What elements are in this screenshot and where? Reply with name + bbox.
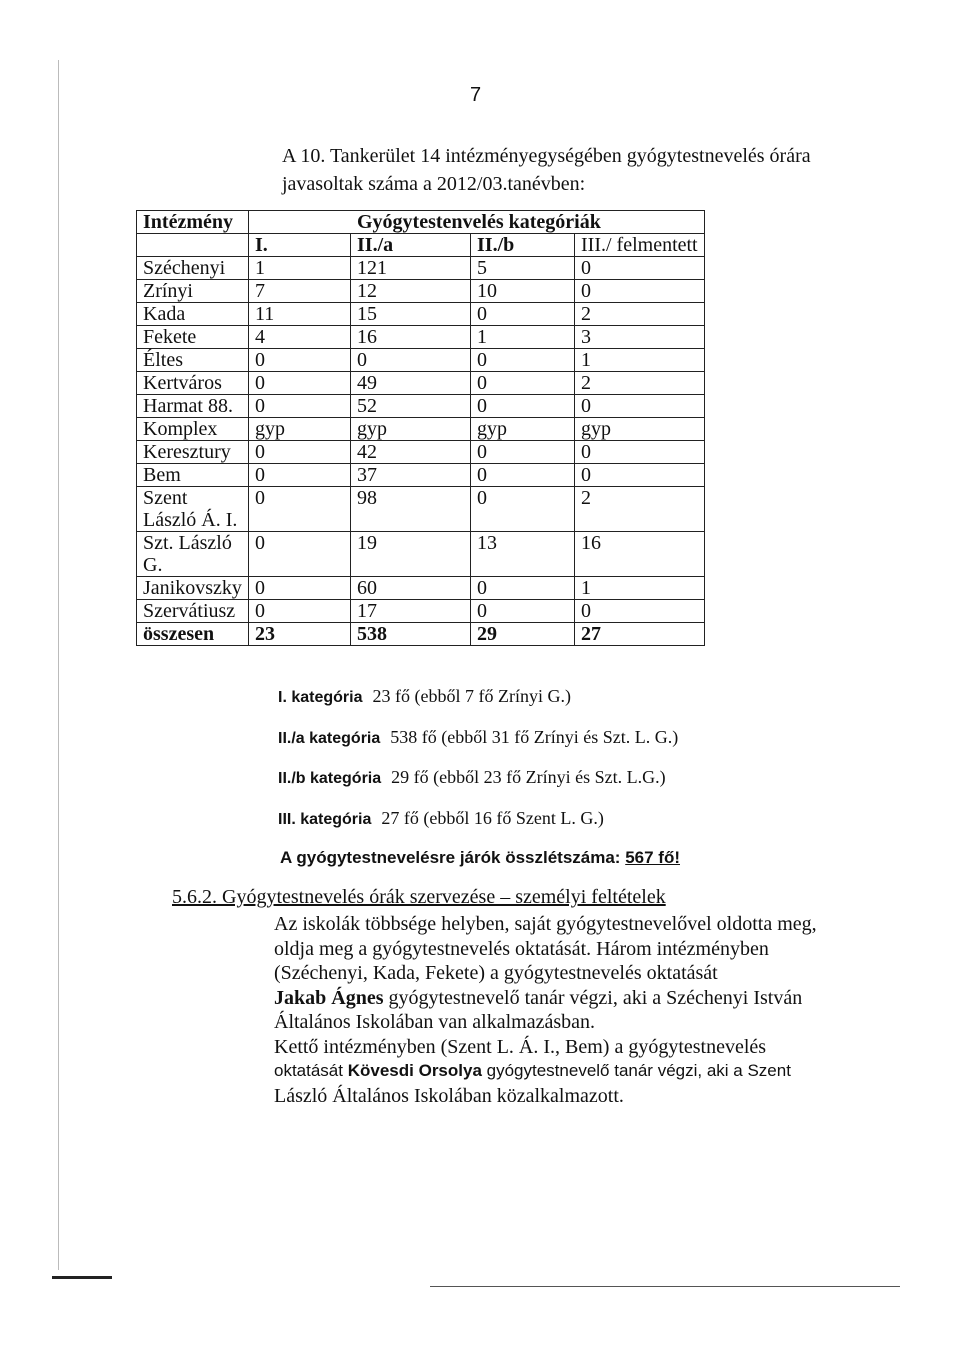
- heading-line-1: A 10. Tankerület 14 intézményegységében gyógytestnevelés órára: [282, 145, 811, 167]
- body-line-rest: gyógytestnevelő tanár végzi, aki a Széchenyi István: [388, 986, 803, 1009]
- cell: 0: [351, 349, 471, 372]
- section-title: 5.6.2. Gyógytestnevelés órák szervezése – személyi feltételek: [172, 886, 666, 908]
- summary-line: [278, 767, 666, 788]
- table-row: [137, 395, 705, 418]
- total-cell: 27: [575, 623, 705, 646]
- scan-edge-line: [52, 1276, 112, 1279]
- cell: 16: [351, 326, 471, 349]
- row-name: Harmat 88.: [137, 395, 249, 418]
- cell: 98: [351, 487, 471, 532]
- table-row: [137, 441, 705, 464]
- cell: 17: [351, 600, 471, 623]
- summary-text: 27 fő (ebből 16 fő Szent L. G.): [381, 808, 604, 828]
- cell: gyp: [351, 418, 471, 441]
- cell: 0: [575, 600, 705, 623]
- person-name: Kövesdi Orsolya: [347, 1061, 482, 1080]
- total-line-value: 567 fő!: [625, 848, 680, 867]
- cell: 0: [575, 464, 705, 487]
- row-name: Bem: [137, 464, 249, 487]
- cell: 0: [249, 532, 351, 577]
- table-row: [137, 487, 705, 532]
- cell: gyp: [249, 418, 351, 441]
- header-cat-1: I.: [249, 234, 351, 257]
- cell: 10: [471, 280, 575, 303]
- row-name: [137, 487, 249, 532]
- cell: 0: [471, 395, 575, 418]
- cell: 49: [351, 372, 471, 395]
- row-name: Komplex: [137, 418, 249, 441]
- summary-line: [278, 727, 678, 748]
- summary-text: 538 fő (ebből 31 fő Zrínyi és Szt. L. G.): [390, 727, 679, 747]
- table-row: [137, 280, 705, 303]
- scan-edge-line: [430, 1286, 900, 1287]
- cell: gyp: [471, 418, 575, 441]
- header-empty: [137, 234, 249, 257]
- row-name: Kada: [137, 303, 249, 326]
- total-line-text: A gyógytestnevelésre járók összlétszáma:: [280, 848, 621, 867]
- table-row: [137, 464, 705, 487]
- summary-label: I. kategória: [278, 689, 363, 706]
- summary-line: [278, 808, 604, 829]
- cell: 0: [249, 395, 351, 418]
- categories-table: [136, 210, 705, 646]
- cell: 4: [249, 326, 351, 349]
- header-group: Gyógytestenvelés kategóriák: [249, 211, 705, 234]
- cell: 0: [249, 372, 351, 395]
- cell: 2: [575, 487, 705, 532]
- cell: 5: [471, 257, 575, 280]
- summary-line: [278, 686, 571, 707]
- body-line: [274, 1059, 814, 1084]
- body-line: Az iskolák többsége helyben, saját gyógytestnevelővel oldotta meg,: [274, 913, 817, 935]
- table-row: [137, 372, 705, 395]
- cell: 7: [249, 280, 351, 303]
- row-name: Zrínyi: [137, 280, 249, 303]
- total-cell: 23: [249, 623, 351, 646]
- summary-label: III. kategória: [278, 811, 372, 828]
- cell: 19: [351, 532, 471, 577]
- row-name: Fekete: [137, 326, 249, 349]
- table-row: [137, 257, 705, 280]
- summary-label: II./a kategória: [278, 730, 381, 747]
- row-name-line-2: László Á. I.: [143, 509, 238, 531]
- cell: 3: [575, 326, 705, 349]
- cell: 11: [249, 303, 351, 326]
- cell: 13: [471, 532, 575, 577]
- table-row: [137, 349, 705, 372]
- table-row: [137, 577, 705, 600]
- summary-label: II./b kategória: [278, 770, 382, 787]
- cell: 0: [471, 303, 575, 326]
- cell: 0: [575, 395, 705, 418]
- header-institution: Intézmény: [137, 211, 249, 234]
- cell: 0: [471, 441, 575, 464]
- row-name-line-1: Szt. László: [143, 532, 232, 554]
- cell: 0: [575, 257, 705, 280]
- body-line: László Általános Iskolában közalkalmazott.: [274, 1084, 624, 1107]
- person-name: Jakab Ágnes: [274, 986, 384, 1009]
- heading-line-2: javasoltak száma a 2012/03.tanévben:: [282, 173, 586, 195]
- row-name: Kertváros: [137, 372, 249, 395]
- body-line: Általános Iskolában van alkalmazásban.: [274, 1011, 595, 1033]
- cell: 15: [351, 303, 471, 326]
- row-name: Keresztury: [137, 441, 249, 464]
- total-cell: 538: [351, 623, 471, 646]
- cell: 12: [351, 280, 471, 303]
- cell: 0: [249, 441, 351, 464]
- cell: 0: [249, 600, 351, 623]
- cell: 0: [575, 441, 705, 464]
- cell: 2: [575, 372, 705, 395]
- body-line: oldja meg a gyógytestnevelés oktatását. Három intézményben: [274, 937, 769, 960]
- cell: 60: [351, 577, 471, 600]
- body-line: (Széchenyi, Kada, Fekete) a gyógytestnevelés oktatását: [274, 962, 718, 984]
- summary-text: 23 fő (ebből 7 fő Zrínyi G.): [372, 686, 571, 706]
- table-row: [137, 418, 705, 441]
- cell: 0: [471, 464, 575, 487]
- cell: 0: [249, 487, 351, 532]
- header-cat-2b: II./b: [471, 234, 575, 257]
- cell: 2: [575, 303, 705, 326]
- total-cell: 29: [471, 623, 575, 646]
- body-line-rest: gyógytestnevelő tanár végzi, aki a Szent: [486, 1061, 791, 1080]
- body-line: Kettő intézményben (Szent L. Á. I., Bem) a gyógytestnevelés: [274, 1035, 767, 1058]
- header-cat-3: III./ felmentett: [575, 234, 705, 257]
- table-header-row: [137, 211, 705, 234]
- row-name-line-1: Szent: [143, 487, 188, 509]
- row-name: Szervátiusz: [137, 600, 249, 623]
- cell: gyp: [575, 418, 705, 441]
- cell: 42: [351, 441, 471, 464]
- cell: 52: [351, 395, 471, 418]
- row-name: Janikovszky: [137, 577, 249, 600]
- table-row: [137, 326, 705, 349]
- table-heading: [282, 142, 822, 198]
- row-name: Éltes: [137, 349, 249, 372]
- table-row: [137, 532, 705, 577]
- total-line: [280, 848, 680, 868]
- cell: 0: [249, 349, 351, 372]
- cell: 1: [575, 349, 705, 372]
- cell: 1: [471, 326, 575, 349]
- cell: 121: [351, 257, 471, 280]
- row-name: [137, 532, 249, 577]
- cell: 0: [471, 577, 575, 600]
- table-row: [137, 600, 705, 623]
- row-name: Széchenyi: [137, 257, 249, 280]
- cell: 37: [351, 464, 471, 487]
- cell: 0: [575, 280, 705, 303]
- body-line-pre: oktatását: [274, 1061, 343, 1080]
- cell: 0: [471, 487, 575, 532]
- body-line: [274, 986, 814, 1011]
- scan-edge-line: [58, 60, 59, 1270]
- cell: 0: [249, 577, 351, 600]
- cell: 0: [249, 464, 351, 487]
- total-label: összesen: [137, 623, 249, 646]
- cell: 0: [471, 372, 575, 395]
- header-cat-2a: II./a: [351, 234, 471, 257]
- row-name-line-2: G.: [143, 554, 163, 576]
- cell: 0: [471, 349, 575, 372]
- table-total-row: [137, 623, 705, 646]
- cell: 16: [575, 532, 705, 577]
- cell: 0: [471, 600, 575, 623]
- page-number: 7: [470, 84, 482, 106]
- summary-text: 29 fő (ebből 23 fő Zrínyi és Szt. L.G.): [391, 767, 666, 787]
- body-paragraph: [274, 912, 817, 1108]
- cell: 1: [575, 577, 705, 600]
- cell: 1: [249, 257, 351, 280]
- table-row: [137, 303, 705, 326]
- table-category-row: [137, 234, 705, 257]
